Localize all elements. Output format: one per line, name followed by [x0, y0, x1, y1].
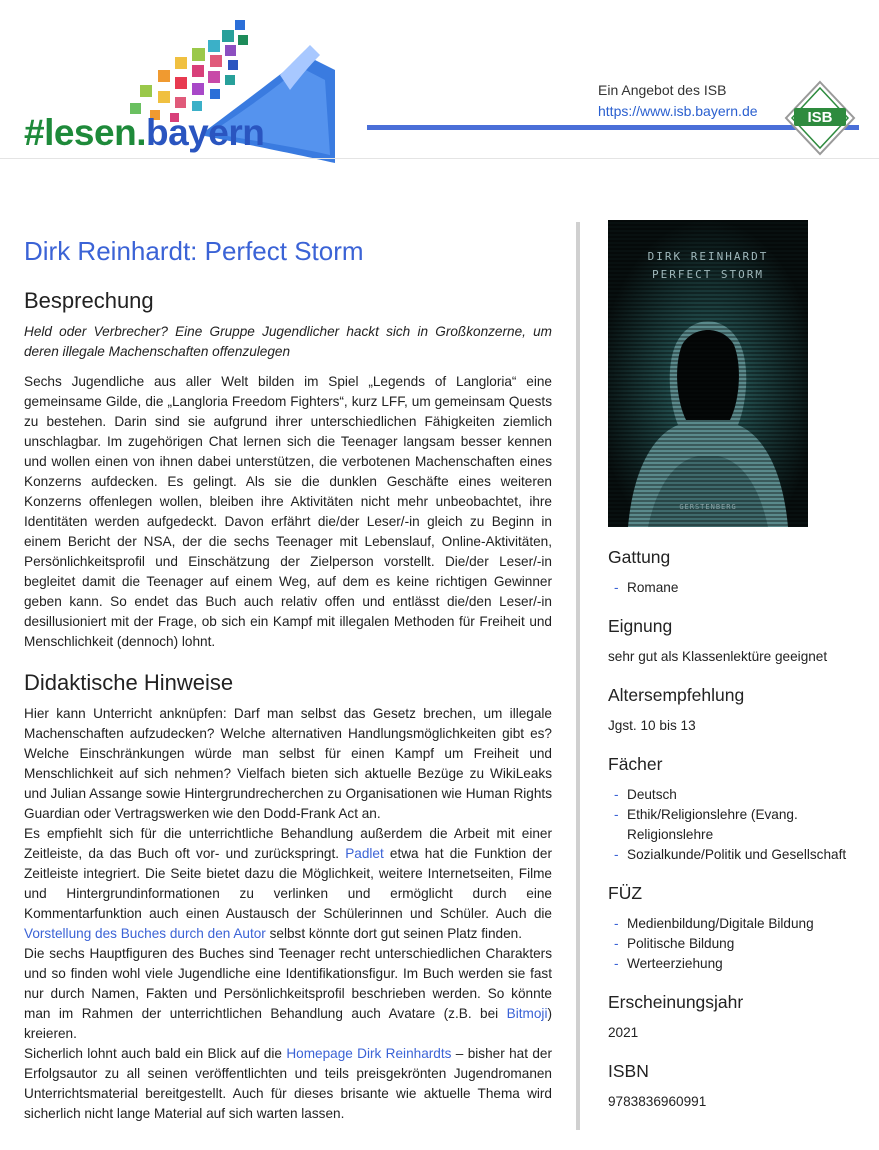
isbn-value: 9783836960991 — [608, 1094, 707, 1109]
isb-offer-label: Ein Angebot des ISB — [598, 82, 727, 98]
suitability-section — [608, 616, 868, 667]
isbn-heading: ISBN — [608, 1061, 649, 1081]
suitability-heading: Eignung — [608, 616, 673, 636]
header-divider — [0, 158, 879, 159]
didactic-paragraph-4: Sicherlich lohnt auch bald ein Blick auf die Homepage Dirk Reinhardts – bisher hat der Erfolgsautor zu all seinen veröffentlichten und teils preisgekrönten Jugendromanen Unterrichtsmaterial bereitgestellt. Auch für dieses brisante wie aktuelle Thema wird sicherlich nicht lange Material auf sich warten lassen. — [24, 1046, 552, 1121]
author-video-link[interactable]: Vorstellung des Buches durch den Autor — [24, 926, 266, 941]
year-heading: Erscheinungsjahr — [608, 992, 744, 1012]
year-section — [608, 992, 868, 1043]
column-divider — [576, 222, 580, 1130]
author-homepage-link[interactable]: Homepage Dirk Reinhardts — [286, 1046, 452, 1061]
didactic-paragraph-1: Hier kann Unterricht anknüpfen: Darf man selbst das Gesetz brechen, um illegale Machenschaften aufzudecken? Welche alternativen Handlungsmöglichkeiten gibt es? Welche Einschränkungen würde man selbst für einen Kampf um Freiheit und Menschlichkeit auf sich nehmen? Vielfach bieten sich aktuelle Bezüge zu WikiLeaks und Julian Assange sowie Hintergrundrecherchen zu Organisationen wie Human Rights Guardian oder Vertragswerken wie den Dodd-Frank Act an. — [24, 706, 552, 821]
genre-heading: Gattung — [608, 547, 671, 567]
list-item: - Werteerziehung — [608, 954, 868, 974]
review-heading: Besprechung — [24, 288, 154, 313]
cover-publisher: GERSTENBERG — [679, 503, 737, 511]
page-header — [0, 0, 879, 160]
cover-title: PERFECT STORM — [651, 268, 765, 281]
article-main — [24, 236, 552, 1124]
review-text: Sechs Jugendliche aus aller Welt bilden im Spiel „Legends of Langloria“ eine gemeinsame Gilde, die „Langloria Freedom Fighters“, kurz LFF, um gemeinsam Quests zu bestehen. Darin sind sie aufgrund ihrer unterschiedlichen Fähigkeiten ziemlich unschlagbar. Im zugehörigen Chat lernen sich die Teenager langsam besser kennen und wollen einen von ihnen dabei unterstützen, die verbotenen Machenschaften eines Konzerns aufdecken. Es gelingt. Als sie die dunklen Geschäfte eines weiteren Konzerns offenlegen wollen, bleiben ihre Aktivitäten nicht mehr unbeobachtet, ihre Identitäten werden aufgedeckt. Davon erfährt die/der Leser/-in gleich zu Beginn in einem Bericht der NSA, der die sechs Teenager mit Lebenslauf, Online-Aktivitäten, Persönlichkeitsprofil und Einschätzung der Zielperson vorstellt. Die/der Leser/-in begleitet damit die Teenager auf einem Weg, auf dem es keine richtigen Gewinner geben kann. So endet das Buch auch relativ offen und entlässt die/den Leser/-in desillusioniert mit der Frage, ob sich ein Kampf mit illegalen Methoden für Freiheit und Menschlichkeit (dennoch) lohnt. — [24, 374, 552, 649]
list-item: - Sozialkunde/Politik und Gesellschaft — [608, 845, 868, 865]
subjects-list — [608, 785, 868, 865]
isbn-section — [608, 1061, 868, 1112]
padlet-link[interactable]: Padlet — [345, 846, 384, 861]
didactic-paragraph-2: Es empfiehlt sich für die unterrichtliche Behandlung außerdem die Arbeit mit einer Zeitleiste, da das Buch oft vor- und zurückspringt. Padlet etwa hat die Funktion der Zeitleiste integriert. Die Seite bietet dazu die Möglichkeit, weitere Internetseiten, Filme und Hintergrundinformationen zu verlinken und ermöglicht durch eine Kommentarfunktion auch einen Austausch der Schülerinnen und Schüler. Auch die Vorstellung des Buches durch den Autor selbst könnte dort gut seinen Platz finden. — [24, 826, 553, 941]
cover-author: DIRK REINHARDT — [647, 250, 769, 263]
book-cover-art — [608, 220, 808, 527]
list-item: - Politische Bildung — [608, 934, 868, 954]
suitability-value: sehr gut als Klassenlektüre geeignet — [608, 649, 828, 664]
age-value: Jgst. 10 bis 13 — [608, 718, 696, 733]
age-heading: Altersempfehlung — [608, 685, 745, 705]
fuez-heading: FÜZ — [608, 883, 643, 903]
book-cover — [608, 220, 808, 527]
list-item: - Ethik/Religionslehre (Evang. Religionslehre — [608, 805, 868, 845]
page-title: Dirk Reinhardt: Perfect Storm — [24, 236, 364, 266]
list-item: - Romane — [608, 578, 868, 598]
book-info-sidebar — [608, 220, 868, 1130]
isb-website-link[interactable]: https://www.isb.bayern.de — [598, 103, 758, 119]
review-lead: Held oder Verbrecher? Eine Gruppe Jugendlicher hackt sich in Großkonzerne, um deren illegale Machenschaften offenzulegen — [24, 324, 552, 359]
fuez-section — [608, 883, 868, 974]
list-item: - Medienbildung/Digitale Bildung — [608, 914, 868, 934]
bitmoji-link[interactable]: Bitmoji — [506, 1006, 548, 1021]
lesen-bayern-logo-text[interactable]: #lesen.bayern — [24, 112, 265, 153]
didactic-heading: Didaktische Hinweise — [24, 670, 234, 695]
isb-logo-text: ISB — [807, 109, 833, 126]
age-section — [608, 685, 868, 736]
genre-section — [608, 547, 868, 598]
subjects-section — [608, 754, 868, 865]
didactic-paragraph-3: Die sechs Hauptfiguren des Buches sind Teenager recht unterschiedlichen Charakters und so finden wohl viele Jugendliche eine Identifikationsfigur. Im Buch werden sie fast nur durch Namen, Fakten und Persönlichkeitsprofil beschrieben werden. So könnte man im Rahmen der unterrichtlichen Behandlung auch Avatare (z.B. bei Bitmoji) kreieren. — [24, 946, 552, 1041]
year-value: 2021 — [608, 1025, 639, 1040]
list-item: - Deutsch — [608, 785, 868, 805]
fuez-list — [608, 914, 868, 974]
genre-list — [608, 578, 868, 598]
subjects-heading: Fächer — [608, 754, 663, 774]
isb-logo[interactable] — [784, 80, 856, 156]
